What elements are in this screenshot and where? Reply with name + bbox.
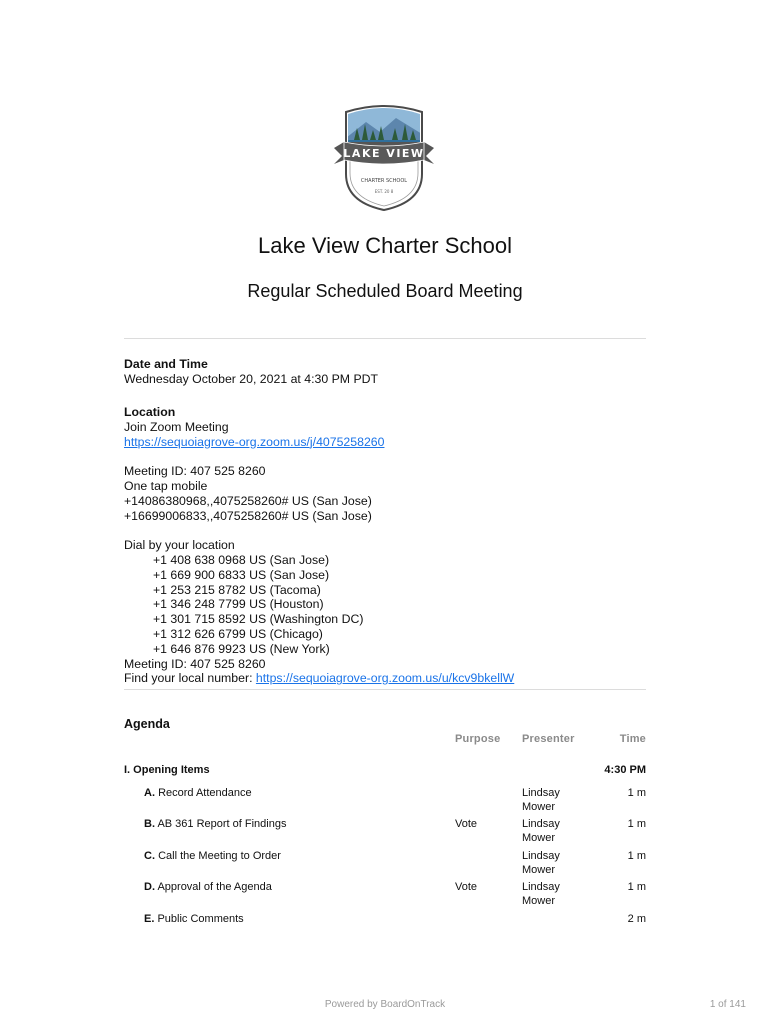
dial-number: +1 312 626 6799 US (Chicago) [153,626,323,641]
item-title: Public Comments [157,913,244,925]
date-time-section [124,357,646,387]
tap-number: +14086380968,,4075258260# US (San Jose) [124,493,372,508]
presenter-last: Mower [522,800,556,813]
item-title: Approval of the Agenda [157,881,272,893]
item-time: 1 m [627,881,646,893]
location-section [124,405,646,686]
item-letter: D. [144,881,155,893]
meeting-title: Regular Scheduled Board Meeting [247,281,523,301]
date-time-value: Wednesday October 20, 2021 at 4:30 PM PDT [124,371,379,386]
zoom-meeting-link[interactable]: https://sequoiagrove-org.zoom.us/j/4075258260 [124,434,385,449]
presenter-first: Lindsay [522,787,560,799]
agenda-heading: Agenda [124,717,170,731]
column-presenter: Presenter [522,733,575,745]
dial-number: +1 301 715 8592 US (Washington DC) [153,612,364,627]
presenter-first: Lindsay [522,850,560,862]
dial-label: Dial by your location [124,538,235,553]
section-title: I. Opening Items [124,764,210,776]
presenter-last: Mower [522,863,556,876]
item-presenter [522,850,560,877]
item-time: 1 m [627,818,646,830]
divider-top [124,338,646,339]
item-letter: B. [144,818,155,830]
item-time: 2 m [627,913,646,925]
presenter-first: Lindsay [522,881,560,893]
school-logo [318,104,450,214]
join-zoom-text: Join Zoom Meeting [124,419,229,434]
dial-number: +1 669 900 6833 US (San Jose) [153,567,330,582]
agenda-item [144,913,244,927]
item-title: Call the Meeting to Order [158,850,281,862]
logo-subtitle: CHARTER SCHOOL [360,178,408,184]
dial-number: +1 253 215 8782 US (Tacoma) [153,582,321,597]
find-local-number-link[interactable]: https://sequoiagrove-org.zoom.us/u/kcv9bkellW [255,671,515,686]
agenda-item [144,850,281,864]
meeting-id: Meeting ID: 407 525 8260 [124,464,266,479]
presenter-last: Mower [522,831,556,844]
column-time: Time [619,733,646,745]
item-letter: C. [144,850,155,862]
one-tap-label: One tap mobile [124,478,208,493]
tap-number: +16699006833,,4075258260# US (San Jose) [124,508,372,523]
item-presenter [522,818,560,845]
item-presenter [522,881,560,908]
item-letter: E. [144,913,155,925]
dial-number: +1 408 638 0968 US (San Jose) [153,552,330,567]
item-title: Record Attendance [158,787,252,799]
item-time: 1 m [627,850,646,862]
find-local-prefix: Find your local number: [124,671,256,686]
presenter-first: Lindsay [522,818,560,830]
logo-est: EST. 20 8 [374,189,394,194]
date-time-label: Date and Time [124,357,208,371]
agenda-item [144,881,272,895]
item-letter: A. [144,787,155,799]
dial-number: +1 646 876 9923 US (New York) [153,641,330,656]
school-name: Lake View Charter School [258,233,512,258]
item-title: AB 361 Report of Findings [157,818,287,830]
powered-by-footer: Powered by BoardOnTrack [324,999,446,1010]
dial-number: +1 346 248 7799 US (Houston) [153,597,324,612]
section-start-time: 4:30 PM [604,764,646,776]
item-purpose: Vote [455,881,478,893]
meeting-id-repeat: Meeting ID: 407 525 8260 [124,656,266,671]
logo-banner-text: LAKE VIEW [343,147,425,160]
presenter-last: Mower [522,894,556,907]
agenda-item [144,818,286,832]
item-time: 1 m [627,787,646,799]
divider-bottom [124,689,646,690]
item-purpose: Vote [455,818,478,830]
location-label: Location [124,405,176,419]
item-presenter [522,787,560,814]
page-number: 1 of 141 [709,999,746,1010]
column-purpose: Purpose [455,733,501,745]
agenda-item [144,787,252,801]
